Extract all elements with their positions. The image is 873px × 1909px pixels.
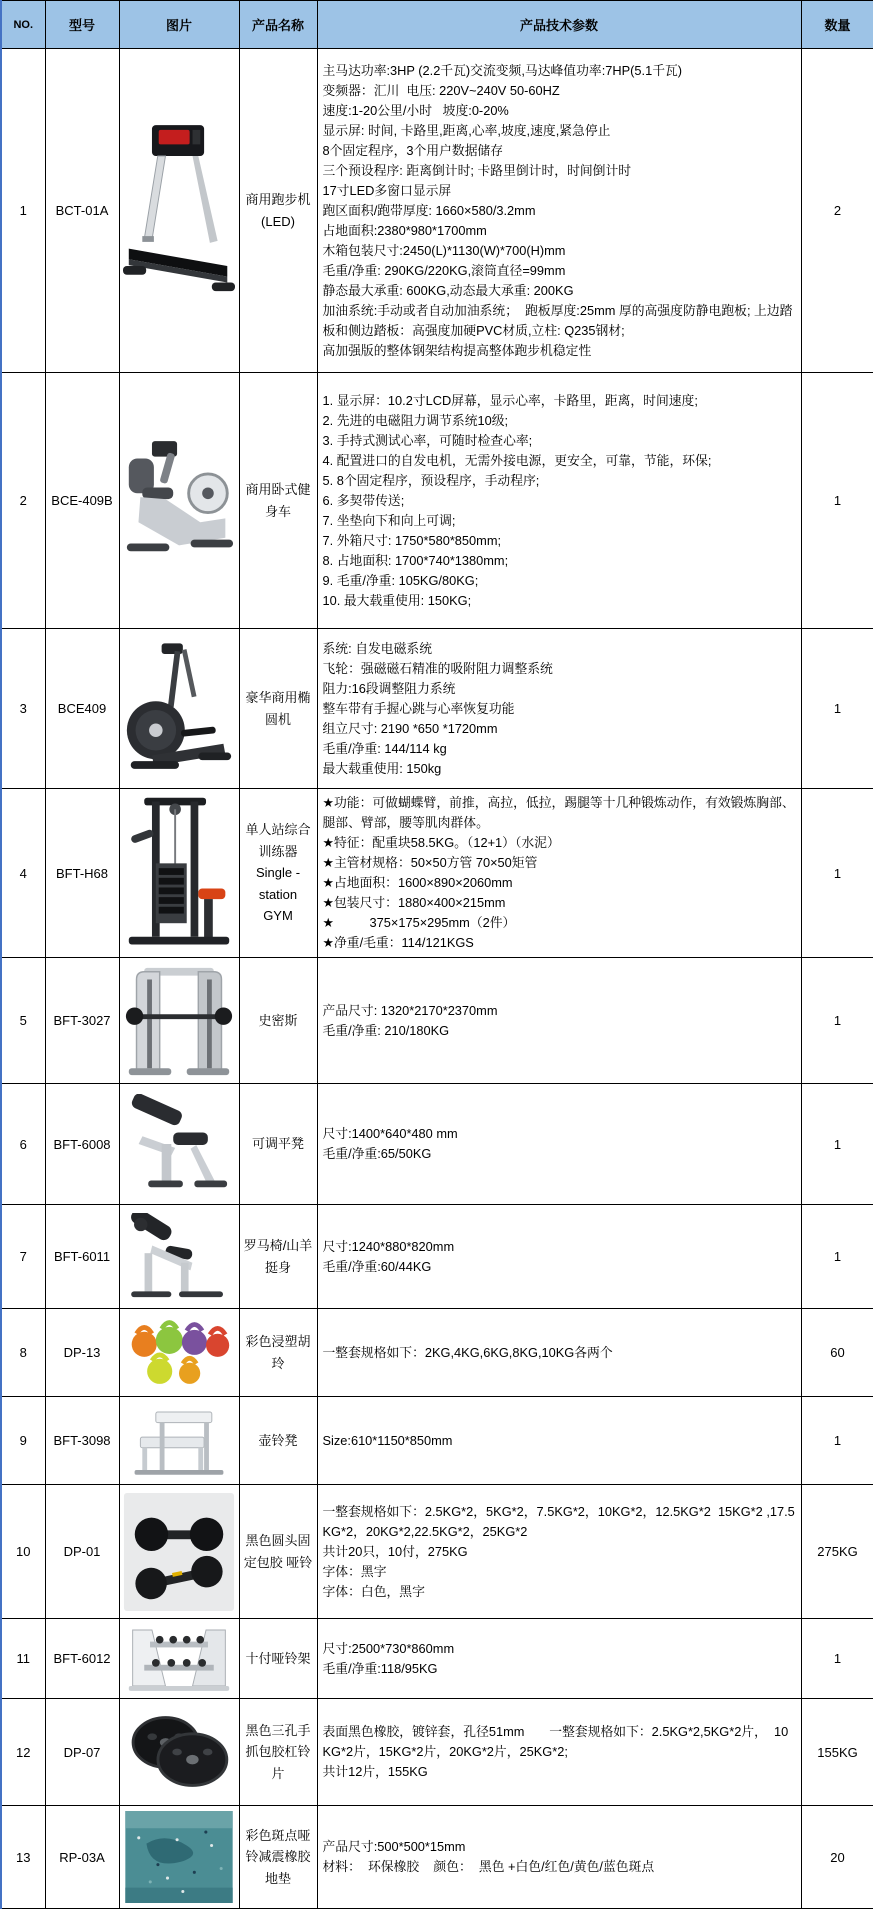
- image-cell: [119, 1397, 239, 1485]
- model-cell: DP-13: [45, 1309, 119, 1397]
- param-line: 毛重/净重:118/95KG: [322, 1660, 438, 1676]
- row-number-cell: 6: [1, 1084, 45, 1205]
- dumbbell-rack-image: [120, 1624, 239, 1694]
- tech-params-cell: [317, 1205, 801, 1309]
- model-cell: BFT-H68: [45, 789, 119, 958]
- barbell-plates-image: [120, 1708, 239, 1796]
- param-line: 变频器：汇川 电压: 220V~240V 50-60HZ: [322, 82, 560, 98]
- param-line: 5. 8个固定程序，预设程序，手动程序;: [322, 472, 540, 488]
- param-line: 整车带有手握心跳与心率恢复功能: [322, 700, 515, 716]
- param-line: 6. 多契带传送;: [322, 492, 405, 508]
- param-line: 9. 毛重/净重: 105KG/80KG;: [322, 572, 479, 588]
- image-cell: [119, 1309, 239, 1397]
- param-line: ★包装尺寸：1880×400×215mm: [322, 895, 506, 910]
- tech-params-cell: [317, 1699, 801, 1806]
- param-line: 速度:1-20公里/小时 坡度:0-20%: [322, 102, 509, 118]
- row-number-cell: 13: [1, 1806, 45, 1909]
- model-cell: BCE409: [45, 629, 119, 789]
- model-cell: DP-01: [45, 1485, 119, 1619]
- row-number-cell: 2: [1, 373, 45, 629]
- product-name-cell: 十付哑铃架: [239, 1619, 317, 1699]
- product-name-cell: 彩色浸塑胡玲: [239, 1309, 317, 1397]
- product-row: [1, 1699, 873, 1806]
- tech-params-cell: [317, 49, 801, 373]
- quantity-cell: 1: [801, 1619, 873, 1699]
- image-cell: [119, 373, 239, 629]
- tech-params-cell: [317, 1485, 801, 1619]
- image-cell: [119, 629, 239, 789]
- quantity-cell: 20: [801, 1806, 873, 1909]
- param-line: 17寸LED多窗口显示屏: [322, 182, 452, 198]
- product-row: [1, 789, 873, 958]
- product-name-cell: 壶铃凳: [239, 1397, 317, 1485]
- param-line: 阻力:16段调整阻力系统: [322, 680, 456, 696]
- product-row: [1, 1619, 873, 1699]
- model-cell: BFT-3098: [45, 1397, 119, 1485]
- tech-params-cell: [317, 958, 801, 1084]
- row-number-cell: 12: [1, 1699, 45, 1806]
- model-cell: RP-03A: [45, 1806, 119, 1909]
- tech-params-cell: [317, 1397, 801, 1485]
- param-line: 系统: 自发电磁系统: [322, 640, 432, 656]
- param-line: ★净重/毛重：114/121KGS: [322, 935, 474, 950]
- param-line: Size:610*1150*850mm: [322, 1432, 453, 1448]
- row-number-cell: 10: [1, 1485, 45, 1619]
- param-line: 显示屏: 时间, 卡路里,距离,心率,坡度,速度,紧急停止: [322, 122, 611, 138]
- row-number-cell: 1: [1, 49, 45, 373]
- param-line: 静态最大承重: 600KG,动态最大承重: 200KG: [322, 282, 574, 298]
- product-name-cell: 史密斯: [239, 958, 317, 1084]
- column-header-no: NO.: [1, 1, 45, 49]
- row-number-cell: 11: [1, 1619, 45, 1699]
- header-row: [1, 1, 873, 49]
- product-row: [1, 629, 873, 789]
- tech-params-cell: [317, 1309, 801, 1397]
- tech-params-cell: [317, 1084, 801, 1205]
- quantity-cell: 275KG: [801, 1485, 873, 1619]
- param-line: 三个预设程序: 距离倒计时; 卡路里倒计时，时间倒计时: [322, 162, 632, 178]
- param-line: ★占地面积：1600×890×2060mm: [322, 875, 513, 890]
- column-header-params: 产品技术参数: [317, 1, 801, 49]
- param-line: 产品尺寸:500*500*15mm: [322, 1839, 466, 1854]
- model-cell: BFT-6008: [45, 1084, 119, 1205]
- param-line: ★功能：可做蝴蝶臂，前推，高拉，低拉，踢腿等十几种锻炼动作，有效锻炼胸部、腿部、臂部，腰等肌肉群体。: [322, 795, 795, 830]
- param-line: 10. 最大载重使用: 150KG;: [322, 592, 472, 608]
- product-row: [1, 49, 873, 373]
- image-cell: [119, 1699, 239, 1806]
- param-line: 跑区面积/跑带厚度: 1660×580/3.2mm: [322, 202, 536, 218]
- quantity-cell: 155KG: [801, 1699, 873, 1806]
- quantity-cell: 1: [801, 1084, 873, 1205]
- param-line: 毛重/净重:60/44KG: [322, 1258, 432, 1274]
- param-line: 材料： 环保橡胶 颜色： 黑色 +白色/红色/黄色/蓝色斑点: [322, 1859, 655, 1874]
- product-row: [1, 1397, 873, 1485]
- quantity-cell: 1: [801, 373, 873, 629]
- model-cell: BFT-6011: [45, 1205, 119, 1309]
- param-line: 尺寸:2500*730*860mm: [322, 1640, 455, 1656]
- recumbent-bike-image: [120, 428, 239, 574]
- param-line: 尺寸:1400*640*480 mm: [322, 1126, 458, 1141]
- param-line: 占地面积:2380*980*1700mm: [322, 222, 487, 238]
- model-cell: BCE-409B: [45, 373, 119, 629]
- tech-params-cell: [317, 1619, 801, 1699]
- row-number-cell: 7: [1, 1205, 45, 1309]
- param-line: 组立尺寸: 2190 *650 *1720mm: [322, 720, 498, 736]
- param-line: 字体：白色，黑字: [322, 1583, 425, 1599]
- product-name-cell: 罗马椅/山羊挺身: [239, 1205, 317, 1309]
- param-line: 7. 外箱尺寸: 1750*580*850mm;: [322, 532, 502, 548]
- roman-chair-image: [120, 1213, 239, 1301]
- image-cell: [119, 49, 239, 373]
- image-cell: [119, 789, 239, 958]
- quantity-cell: 1: [801, 1205, 873, 1309]
- tech-params-cell: [317, 629, 801, 789]
- product-name-cell: 豪华商用椭圆机: [239, 629, 317, 789]
- tech-params-cell: [317, 373, 801, 629]
- product-row: [1, 958, 873, 1084]
- product-name-cell: 彩色斑点哑铃减震橡胶地垫: [239, 1806, 317, 1909]
- param-line: 毛重/净重: 144/114 kg: [322, 740, 447, 756]
- param-line: 毛重/净重: 290KG/220KG,滚筒直径=99mm: [322, 262, 566, 278]
- kettlebells-image: [120, 1312, 239, 1394]
- model-cell: DP-07: [45, 1699, 119, 1806]
- product-name-cell: 黑色圆头固定包胶 哑铃: [239, 1485, 317, 1619]
- param-line: 毛重/净重: 210/180KG: [322, 1022, 450, 1038]
- param-line: 2. 先进的电磁阻力调节系统10级;: [322, 412, 509, 428]
- param-line: 主马达功率:3HP (2.2千瓦)交流变频,马达峰值功率:7HP(5.1千瓦): [322, 62, 683, 78]
- row-number-cell: 3: [1, 629, 45, 789]
- param-line: 高加强版的整体钢架结构提高整体跑步机稳定性: [322, 342, 592, 358]
- param-line: 飞轮：强磁磁石精准的吸附阻力调整系统: [322, 660, 553, 676]
- param-line: 4. 配置进口的自发电机，无需外接电源，更安全，可靠，节能，环保;: [322, 452, 712, 468]
- image-cell: [119, 1619, 239, 1699]
- tech-params-cell: [317, 789, 801, 958]
- column-header-model: 型号: [45, 1, 119, 49]
- param-line: 8. 占地面积: 1700*740*1380mm;: [322, 552, 509, 568]
- image-cell: [119, 1084, 239, 1205]
- param-line: 一整套规格如下：2KG,4KG,6KG,8KG,10KG各两个: [322, 1344, 613, 1360]
- product-row: [1, 373, 873, 629]
- param-line: ★ 375×175×295mm（2件）: [322, 915, 516, 930]
- product-row: [1, 1485, 873, 1619]
- model-cell: BCT-01A: [45, 49, 119, 373]
- product-row: [1, 1084, 873, 1205]
- kettlebell-stand-image: [120, 1402, 239, 1480]
- param-line: 字体：黑字: [322, 1563, 387, 1579]
- param-line: ★主管材规格：50×50方管 70×50矩管: [322, 855, 538, 870]
- param-line: 共计12片，155KG: [322, 1764, 428, 1779]
- param-line: 加油系统:手动或者自动加油系统； 跑板厚度:25mm 厚的高强度防静电跑板; 上边踏板和侧边踏板：高强度加硬PVC材质,立柱: Q235钢材;: [322, 302, 793, 338]
- quantity-cell: 1: [801, 958, 873, 1084]
- quantity-cell: 1: [801, 629, 873, 789]
- image-cell: [119, 1485, 239, 1619]
- elliptical-image: [120, 636, 239, 782]
- rubber-mat-image: [120, 1811, 239, 1903]
- param-line: 尺寸:1240*880*820mm: [322, 1238, 455, 1254]
- param-line: 共计20只，10付，275KG: [322, 1543, 468, 1559]
- row-number-cell: 8: [1, 1309, 45, 1397]
- row-number-cell: 9: [1, 1397, 45, 1485]
- param-line: 8个固定程序，3个用户数据储存: [322, 142, 504, 158]
- product-name-cell: 商用卧式健身车: [239, 373, 317, 629]
- column-header-name: 产品名称: [239, 1, 317, 49]
- param-line: 表面黑色橡胶，镀锌套，孔径51mm 一整套规格如下：2.5KG*2,5KG*2片， 10KG*2片，15KG*2片，20KG*2片，25KG*2;: [322, 1724, 789, 1759]
- model-cell: BFT-6012: [45, 1619, 119, 1699]
- quantity-cell: 60: [801, 1309, 873, 1397]
- param-line: ★特征：配重块58.5KG。（12+1）（水泥）: [322, 835, 560, 850]
- product-name-cell: 黑色三孔手抓包胶杠铃片: [239, 1699, 317, 1806]
- param-line: 毛重/净重:65/50KG: [322, 1146, 432, 1161]
- param-line: 产品尺寸: 1320*2170*2370mm: [322, 1002, 498, 1018]
- tech-params-cell: [317, 1806, 801, 1909]
- dumbbells-image: [120, 1493, 239, 1611]
- row-number-cell: 5: [1, 958, 45, 1084]
- param-line: 3. 手持式测试心率，可随时检查心率;: [322, 432, 533, 448]
- multi-gym-image: [120, 795, 239, 951]
- param-line: 木箱包装尺寸:2450(L)*1130(W)*700(H)mm: [322, 242, 566, 258]
- row-number-cell: 4: [1, 789, 45, 958]
- product-name-cell: 可调平凳: [239, 1084, 317, 1205]
- product-row: [1, 1806, 873, 1909]
- adjustable-bench-image: [120, 1094, 239, 1194]
- image-cell: [119, 1205, 239, 1309]
- product-row: [1, 1309, 873, 1397]
- quantity-cell: 2: [801, 49, 873, 373]
- param-line: 最大载重使用: 150kg: [322, 760, 442, 776]
- param-line: 1. 显示屏：10.2寸LCD屏幕，显示心率，卡路里，距离，时间速度;: [322, 392, 698, 408]
- column-header-qty: 数量: [801, 1, 873, 49]
- product-name-cell: 单人站综合训练器 Single - station GYM: [239, 789, 317, 958]
- image-cell: [119, 958, 239, 1084]
- product-name-cell: 商用跑步机(LED): [239, 49, 317, 373]
- quantity-cell: 1: [801, 789, 873, 958]
- image-cell: [119, 1806, 239, 1909]
- param-line: 一整套规格如下：2.5KG*2，5KG*2，7.5KG*2，10KG*2，12.5KG*2 15KG*2 ,17.5KG*2，20KG*2,22.5KG*2，25KG*2: [322, 1503, 795, 1539]
- column-header-image: 图片: [119, 1, 239, 49]
- treadmill-image: [120, 120, 239, 302]
- product-row: [1, 1205, 873, 1309]
- quantity-cell: 1: [801, 1397, 873, 1485]
- smith-machine-image: [120, 964, 239, 1078]
- param-line: 7. 坐垫向下和向上可调;: [322, 512, 456, 528]
- model-cell: BFT-3027: [45, 958, 119, 1084]
